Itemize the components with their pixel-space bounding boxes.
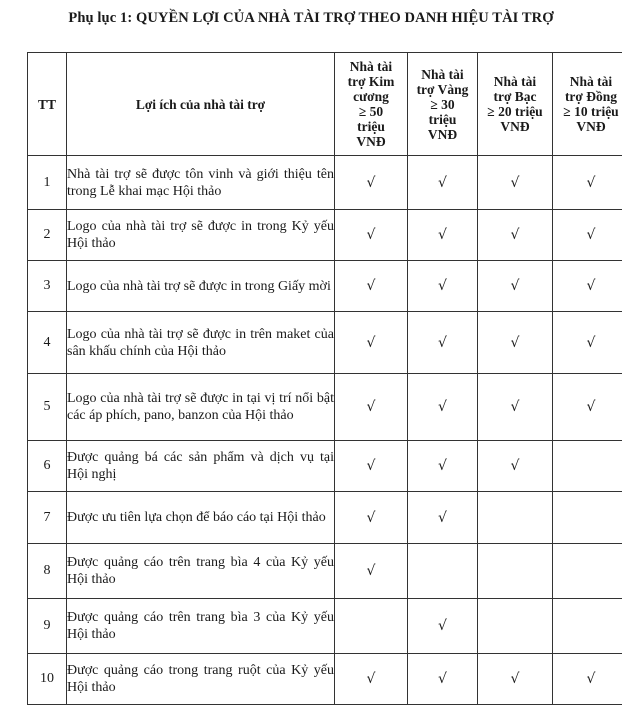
benefit-text: Logo của nhà tài trợ sẽ được in trên maket của sân khấu chính của Hội thảo xyxy=(67,312,335,374)
header-row xyxy=(28,53,622,156)
benefit-text: Logo của nhà tài trợ sẽ được in trong Kỷ yếu Hội thảo xyxy=(67,210,335,261)
table-row xyxy=(28,374,622,441)
check-dong xyxy=(553,492,622,544)
header-tier-line: VNĐ xyxy=(356,134,386,149)
check-vang: √ xyxy=(408,312,478,374)
check-vang: √ xyxy=(408,654,478,705)
header-tier-line: Nhà tài xyxy=(569,74,613,89)
header-tier-vang xyxy=(408,53,478,156)
row-number: 2 xyxy=(28,210,67,261)
check-vang: √ xyxy=(408,156,478,210)
header-tier-line: Nhà tài xyxy=(493,74,537,89)
check-dong xyxy=(553,441,622,492)
check-bac: √ xyxy=(478,156,553,210)
header-tier-line: ≥ 10 triệu xyxy=(563,104,619,119)
row-number: 1 xyxy=(28,156,67,210)
table-row xyxy=(28,210,622,261)
check-kim-cuong: √ xyxy=(335,441,408,492)
check-bac xyxy=(478,544,553,599)
header-tier-line: trợ Kim xyxy=(347,74,395,89)
header-tier-line: ≥ 50 xyxy=(358,104,384,119)
header-tier-bac xyxy=(478,53,553,156)
check-bac: √ xyxy=(478,261,553,312)
header-tier-kim-cuong xyxy=(335,53,408,156)
header-tier-line: VNĐ xyxy=(427,126,458,142)
benefit-text: Được ưu tiên lựa chọn để báo cáo tại Hội thảo xyxy=(67,492,335,544)
header-tier-line: trợ Bạc xyxy=(493,89,537,104)
check-bac: √ xyxy=(478,374,553,441)
check-vang: √ xyxy=(408,599,478,654)
check-kim-cuong: √ xyxy=(335,156,408,210)
row-number: 3 xyxy=(28,261,67,312)
check-kim-cuong: √ xyxy=(335,210,408,261)
check-vang: √ xyxy=(408,261,478,312)
header-tier-line: trợ Vàng xyxy=(416,81,469,97)
header-tier-line: VNĐ xyxy=(500,119,530,134)
header-tier-line: triệu xyxy=(357,119,385,134)
check-dong: √ xyxy=(553,156,622,210)
benefit-text: Được quảng cáo trong trang ruột của Kỷ yếu Hội thảo xyxy=(67,654,335,705)
header-tier-line: Nhà tài xyxy=(421,66,464,82)
check-vang xyxy=(408,544,478,599)
check-vang: √ xyxy=(408,210,478,261)
table-row xyxy=(28,492,622,544)
check-kim-cuong: √ xyxy=(335,654,408,705)
check-kim-cuong: √ xyxy=(335,374,408,441)
check-kim-cuong: √ xyxy=(335,312,408,374)
header-tier-line: trợ Đồng xyxy=(564,89,618,104)
check-bac xyxy=(478,492,553,544)
table-row xyxy=(28,261,622,312)
row-number: 9 xyxy=(28,599,67,654)
header-tier-line: Nhà tài xyxy=(349,59,393,74)
page-title: Phụ lục 1: QUYỀN LỢI CỦA NHÀ TÀI TRỢ THEO DANH HIỆU TÀI TRỢ xyxy=(68,10,554,26)
check-kim-cuong xyxy=(335,599,408,654)
header-tier-line: ≥ 30 xyxy=(430,96,455,112)
benefit-text: Được quảng cáo trên trang bìa 3 của Kỷ yếu Hội thảo xyxy=(67,599,335,654)
check-dong xyxy=(553,599,622,654)
check-vang: √ xyxy=(408,492,478,544)
table-row xyxy=(28,599,622,654)
check-dong: √ xyxy=(553,654,622,705)
row-number: 10 xyxy=(28,654,67,705)
header-tier-line: VNĐ xyxy=(576,119,606,134)
header-benefit: Lợi ích của nhà tài trợ xyxy=(67,53,335,156)
check-kim-cuong: √ xyxy=(335,261,408,312)
benefit-text: Được quảng cáo trên trang bìa 4 của Kỷ yếu Hội thảo xyxy=(67,544,335,599)
row-number: 7 xyxy=(28,492,67,544)
benefit-text: Được quảng bá các sản phẩm và dịch vụ tại Hội nghị xyxy=(67,441,335,492)
benefit-text: Logo của nhà tài trợ sẽ được in tại vị trí nổi bật các áp phích, pano, banzon của Hội thảo xyxy=(67,374,335,441)
table-row xyxy=(28,654,622,705)
check-bac: √ xyxy=(478,441,553,492)
check-bac: √ xyxy=(478,210,553,261)
table-row xyxy=(28,544,622,599)
check-kim-cuong: √ xyxy=(335,492,408,544)
header-tt: TT xyxy=(28,53,67,156)
check-bac xyxy=(478,599,553,654)
header-tier-line: ≥ 20 triệu xyxy=(487,104,543,119)
header-tier-line: cương xyxy=(353,89,389,104)
check-dong: √ xyxy=(553,374,622,441)
table-row xyxy=(28,312,622,374)
check-dong: √ xyxy=(553,312,622,374)
table-row xyxy=(28,156,622,210)
row-number: 4 xyxy=(28,312,67,374)
header-tier-dong xyxy=(553,53,622,156)
check-vang: √ xyxy=(408,441,478,492)
table-row xyxy=(28,441,622,492)
benefit-text: Logo của nhà tài trợ sẽ được in trong Giấy mời xyxy=(67,261,335,312)
header-tier-line: triệu xyxy=(428,111,457,127)
benefit-text: Nhà tài trợ sẽ được tôn vinh và giới thiệu tên trong Lễ khai mạc Hội thảo xyxy=(67,156,335,210)
check-bac: √ xyxy=(478,654,553,705)
check-vang: √ xyxy=(408,374,478,441)
check-dong xyxy=(553,544,622,599)
check-bac: √ xyxy=(478,312,553,374)
check-dong: √ xyxy=(553,261,622,312)
sponsor-benefits-table xyxy=(27,52,622,705)
check-dong: √ xyxy=(553,210,622,261)
check-kim-cuong: √ xyxy=(335,544,408,599)
row-number: 5 xyxy=(28,374,67,441)
row-number: 8 xyxy=(28,544,67,599)
row-number: 6 xyxy=(28,441,67,492)
